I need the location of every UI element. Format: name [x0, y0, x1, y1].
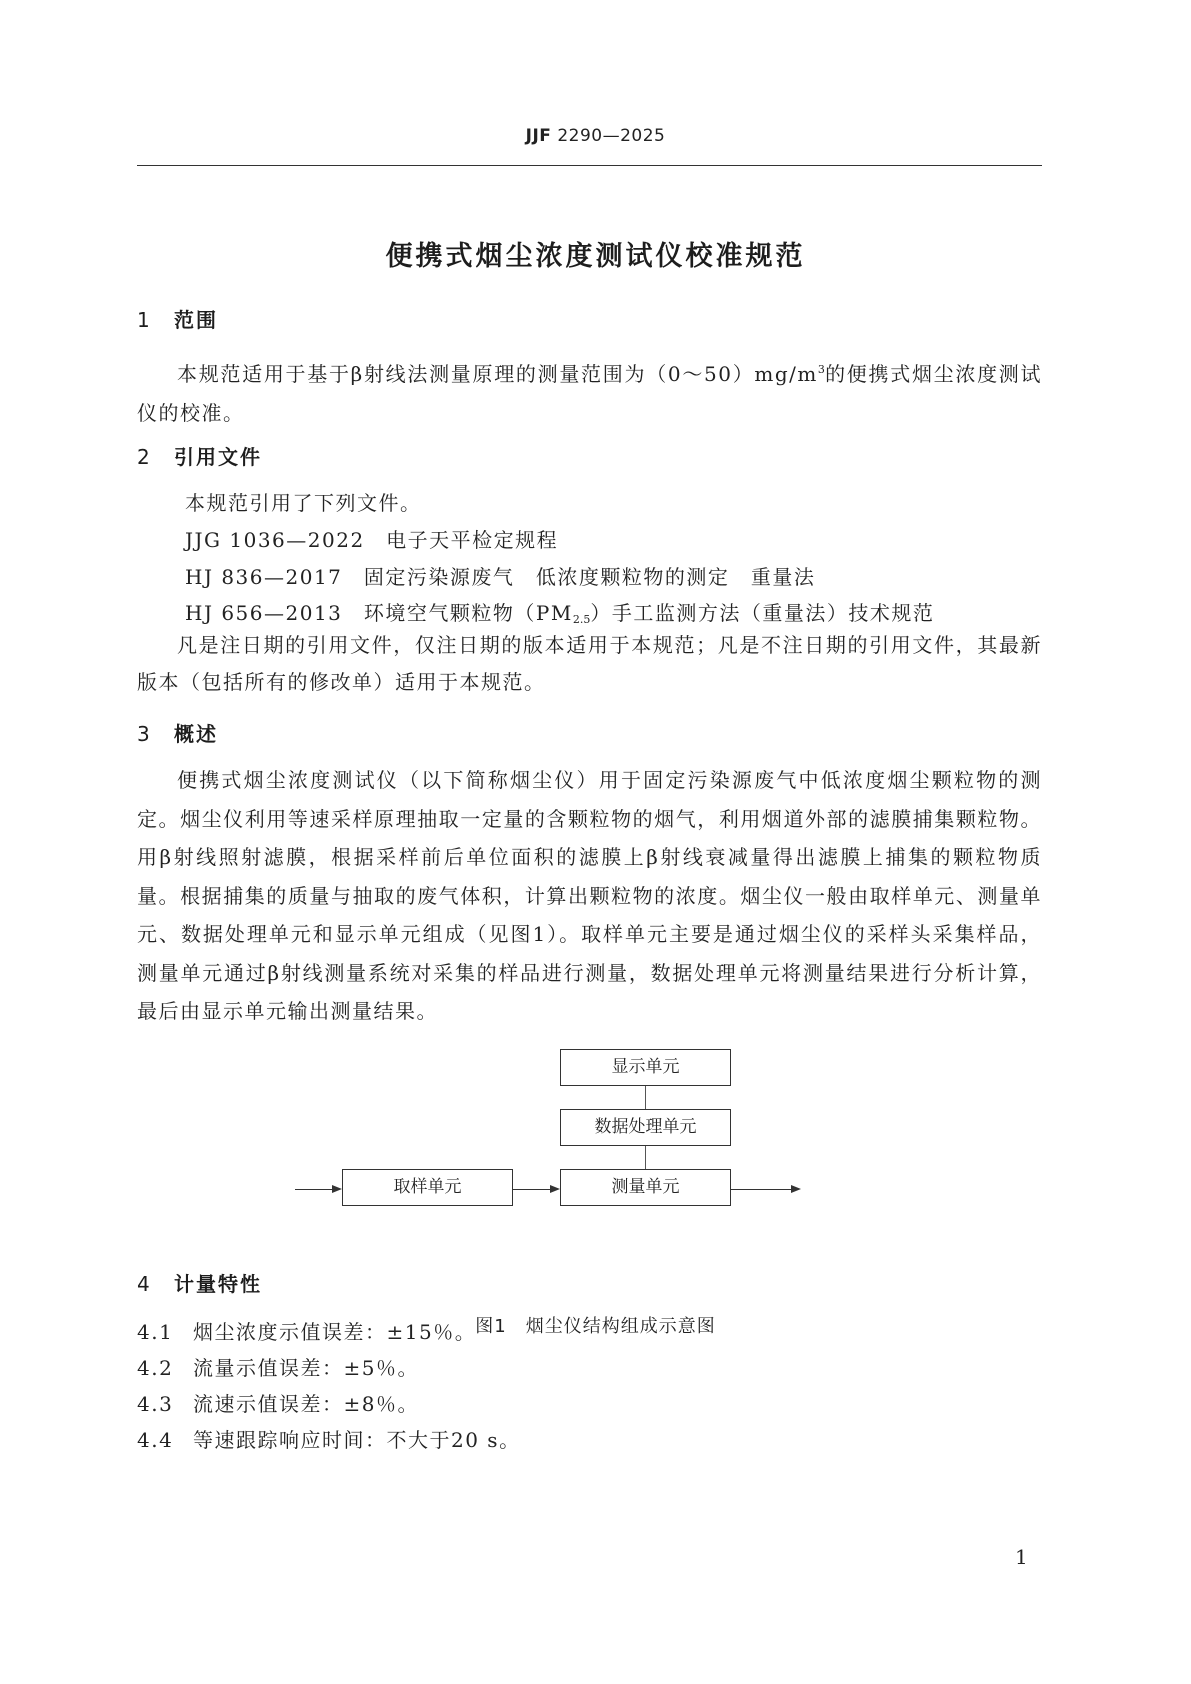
- overview-paragraph: 便携式烟尘浓度测试仪（以下简称烟尘仪）用于固定污染源废气中低浓度烟尘颗粒物的测定。烟尘仪利用等速采样原理抽取一定量的含颗粒物的烟气，利用烟道外部的滤膜捕集颗粒物。用β射线照射滤膜，根据采样前后单位面积的滤膜上β射线衰减量得出滤膜上捕集的颗粒物质量。根据捕集的质量与抽取的废气体积，计算出颗粒物的浓度。烟尘仪一般由取样单元、测量单元、数据处理单元和显示单元组成（见图1）。取样单元主要是通过烟尘仪的采样头采集样品，测量单元通过β射线测量系统对采集的样品进行测量，数据处理单元将测量结果进行分析计算，最后由显示单元输出测量结果。: [137, 768, 1042, 1023]
- doc-header: [0, 126, 1191, 146]
- output-arrow-line: [731, 1189, 791, 1190]
- ref-item-2: HJ 836—2017 固定污染源废气 低浓度颗粒物的测定 重量法: [185, 565, 816, 589]
- spec-number: 4.1: [137, 1320, 174, 1344]
- refs-note: 凡是注日期的引用文件，仅注日期的版本适用于本规范；凡是不注日期的引用文件，其最新版本（包括所有的修改单）适用于本规范。: [137, 633, 1042, 694]
- section-1-title: 范围: [174, 308, 218, 332]
- section-4-heading: [137, 1268, 262, 1297]
- refs-intro: 本规范引用了下列文件。: [185, 491, 422, 515]
- spec-item: [137, 1352, 419, 1381]
- page-title: 便携式烟尘浓度测试仪校准规范: [385, 241, 806, 272]
- ref-3-text-b: ）手工监测方法（重量法）技术规范: [590, 601, 935, 625]
- spec-item: [137, 1388, 419, 1417]
- header-rule: [137, 165, 1042, 166]
- spec-text: 流量示值误差：±5％。: [193, 1356, 419, 1380]
- section-1-heading: [137, 304, 218, 333]
- page-number: 1: [1015, 1545, 1028, 1569]
- header-number: 2290—2025: [557, 126, 666, 146]
- scope-sup: 3: [817, 363, 825, 376]
- figure-caption: 图1 烟尘仪结构组成示意图: [475, 1316, 716, 1337]
- section-2-heading: [137, 441, 262, 470]
- section-4-title: 计量特性: [174, 1272, 262, 1296]
- section-3-title: 概述: [174, 722, 218, 746]
- section-1-number: 1: [137, 308, 152, 332]
- spec-item: [137, 1424, 521, 1453]
- display-unit-box: 显示单元: [560, 1049, 731, 1086]
- spec-number: 4.3: [137, 1392, 174, 1416]
- ref-item-3: [185, 597, 934, 626]
- sampling-to-measuring-arrowhead-icon: [550, 1185, 560, 1193]
- spec-number: 4.2: [137, 1356, 174, 1380]
- scope-text-b: 的便携式烟尘浓度测试仪的校准。: [137, 362, 1042, 425]
- ref-item-1: JJG 1036—2022 电子天平检定规程: [185, 528, 559, 552]
- header-code: JJF: [525, 126, 552, 146]
- ref-3-text-a: HJ 656—2013 环境空气颗粒物（PM: [185, 601, 573, 625]
- input-arrow-line: [295, 1189, 332, 1190]
- measuring-unit-box: 测量单元: [560, 1169, 731, 1206]
- connector-processing-measuring: [645, 1146, 646, 1169]
- ref-3-sub: 2.5: [572, 613, 591, 626]
- spec-text: 流速示值误差：±8％。: [193, 1392, 419, 1416]
- section-2-number: 2: [137, 445, 152, 469]
- section-3-number: 3: [137, 722, 152, 746]
- sampling-unit-box: 取样单元: [342, 1169, 513, 1206]
- input-arrowhead-icon: [332, 1185, 342, 1193]
- section-3-heading: [137, 718, 218, 747]
- sampling-to-measuring-line: [513, 1189, 550, 1190]
- section-4-number: 4: [137, 1272, 152, 1296]
- scope-paragraph: [137, 351, 1042, 432]
- connector-display-processing: [645, 1086, 646, 1109]
- processing-unit-box: 数据处理单元: [560, 1109, 731, 1146]
- spec-item: [137, 1316, 476, 1345]
- scope-text-a: 本规范适用于基于β射线法测量原理的测量范围为（0～50）mg/m: [177, 362, 818, 386]
- output-arrowhead-icon: [791, 1185, 801, 1193]
- spec-number: 4.4: [137, 1428, 174, 1452]
- section-2-title: 引用文件: [174, 445, 262, 469]
- spec-text: 等速跟踪响应时间：不大于20 s。: [193, 1428, 521, 1452]
- spec-text: 烟尘浓度示值误差：±15％。: [193, 1320, 477, 1344]
